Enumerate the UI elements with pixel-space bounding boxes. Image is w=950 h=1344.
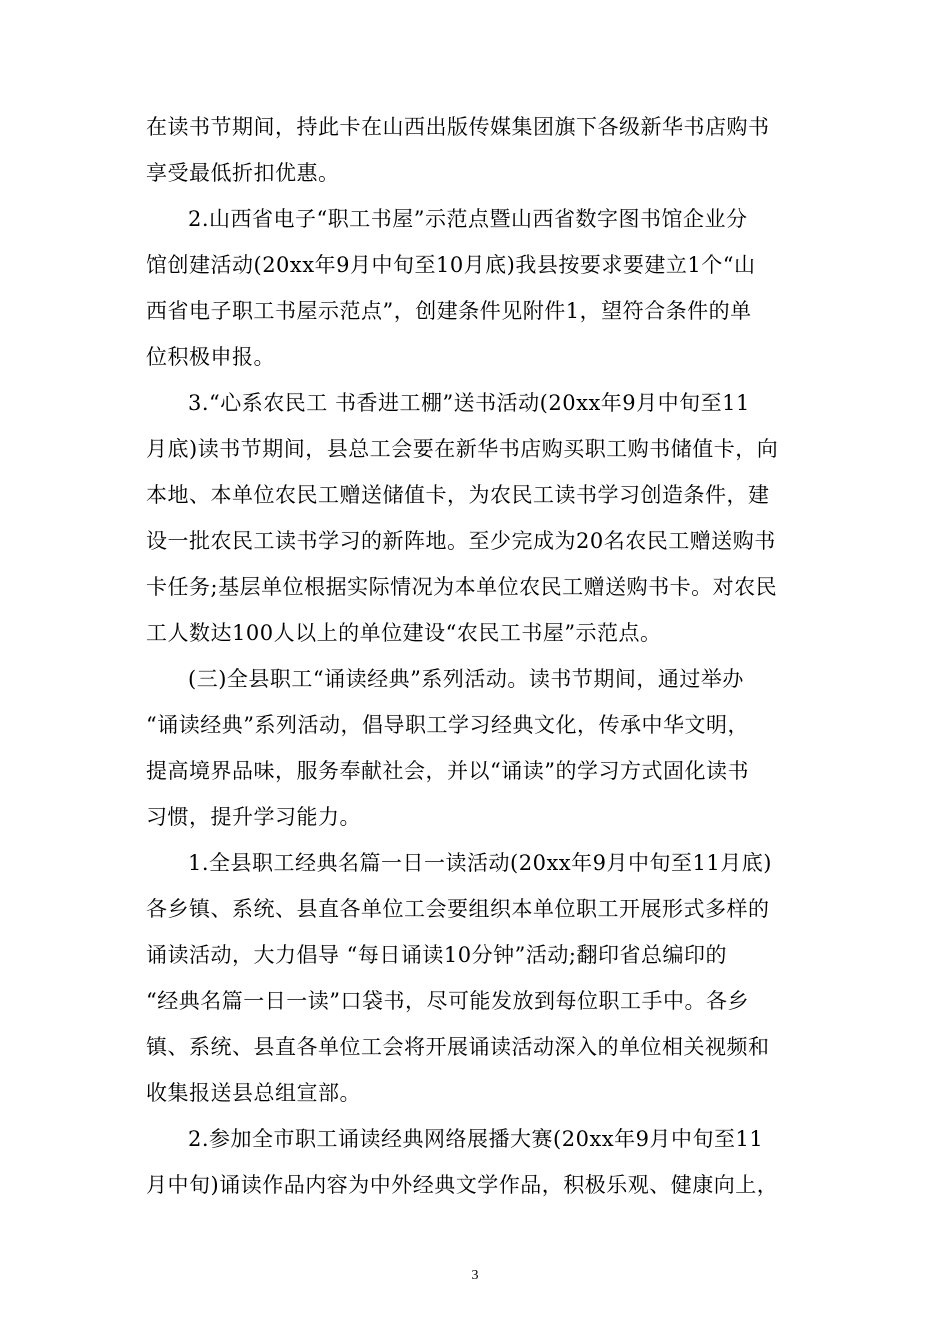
text-line: 各乡镇、系统、县直各单位工会要组织本单位职工开展形式多样的 bbox=[146, 897, 770, 921]
text-line: “经典名篇一日一读”口袋书，尽可能发放到每位职工手中。各乡 bbox=[146, 989, 749, 1013]
text-line: 西省电子职工书屋示范点”，创建条件见附件1，望符合条件的单 bbox=[146, 299, 752, 323]
text-line: 馆创建活动(20xx年9月中旬至10月底)我县按要求要建立1个“山 bbox=[146, 253, 756, 277]
text-line: 月中旬)诵读作品内容为中外经典文学作品，积极乐观、健康向上， bbox=[146, 1173, 779, 1197]
text-line: 镇、系统、县直各单位工会将开展诵读活动深入的单位相关视频和 bbox=[146, 1035, 770, 1059]
text-line: 2.山西省电子“职工书屋”示范点暨山西省数字图书馆企业分 bbox=[188, 207, 748, 231]
text-line: 卡任务;基层单位根据实际情况为本单位农民工赠送购书卡。对农民 bbox=[146, 575, 778, 599]
text-line: 1.全县职工经典名篇一日一读活动(20xx年9月中旬至11月底) bbox=[188, 851, 772, 875]
text-line: 享受最低折扣优惠。 bbox=[146, 161, 340, 185]
text-line: “诵读经典”系列活动，倡导职工学习经典文化，传承中华文明， bbox=[146, 713, 749, 737]
text-line: 月底)读书节期间，县总工会要在新华书店购买职工购书储值卡，向 bbox=[146, 437, 779, 461]
text-line: 2.参加全市职工诵读经典网络展播大赛(20xx年9月中旬至11 bbox=[188, 1127, 764, 1151]
text-line: 在读书节期间，持此卡在山西出版传媒集团旗下各级新华书店购书 bbox=[146, 115, 770, 139]
text-line: 本地、本单位农民工赠送储值卡，为农民工读书学习创造条件，建 bbox=[146, 483, 770, 507]
text-line: (三)全县职工“诵读经典”系列活动。读书节期间，通过举办 bbox=[188, 667, 744, 691]
page-number: 3 bbox=[471, 1268, 479, 1283]
text-line: 提高境界品味，服务奉献社会，并以“诵读”的学习方式固化读书 bbox=[146, 759, 749, 783]
text-line: 3.“心系农民工 书香进工棚”送书活动(20xx年9月中旬至11 bbox=[188, 391, 750, 415]
text-line: 习惯，提升学习能力。 bbox=[146, 805, 361, 829]
text-line: 收集报送县总组宣部。 bbox=[146, 1081, 361, 1105]
text-line: 工人数达100人以上的单位建设“农民工书屋”示范点。 bbox=[146, 621, 662, 645]
text-line: 位积极申报。 bbox=[146, 345, 275, 369]
text-line: 设一批农民工读书学习的新阵地。至少完成为20名农民工赠送购书 bbox=[146, 529, 776, 553]
text-line: 诵读活动，大力倡导 “每日诵读10分钟”活动;翻印省总编印的 bbox=[146, 943, 727, 967]
